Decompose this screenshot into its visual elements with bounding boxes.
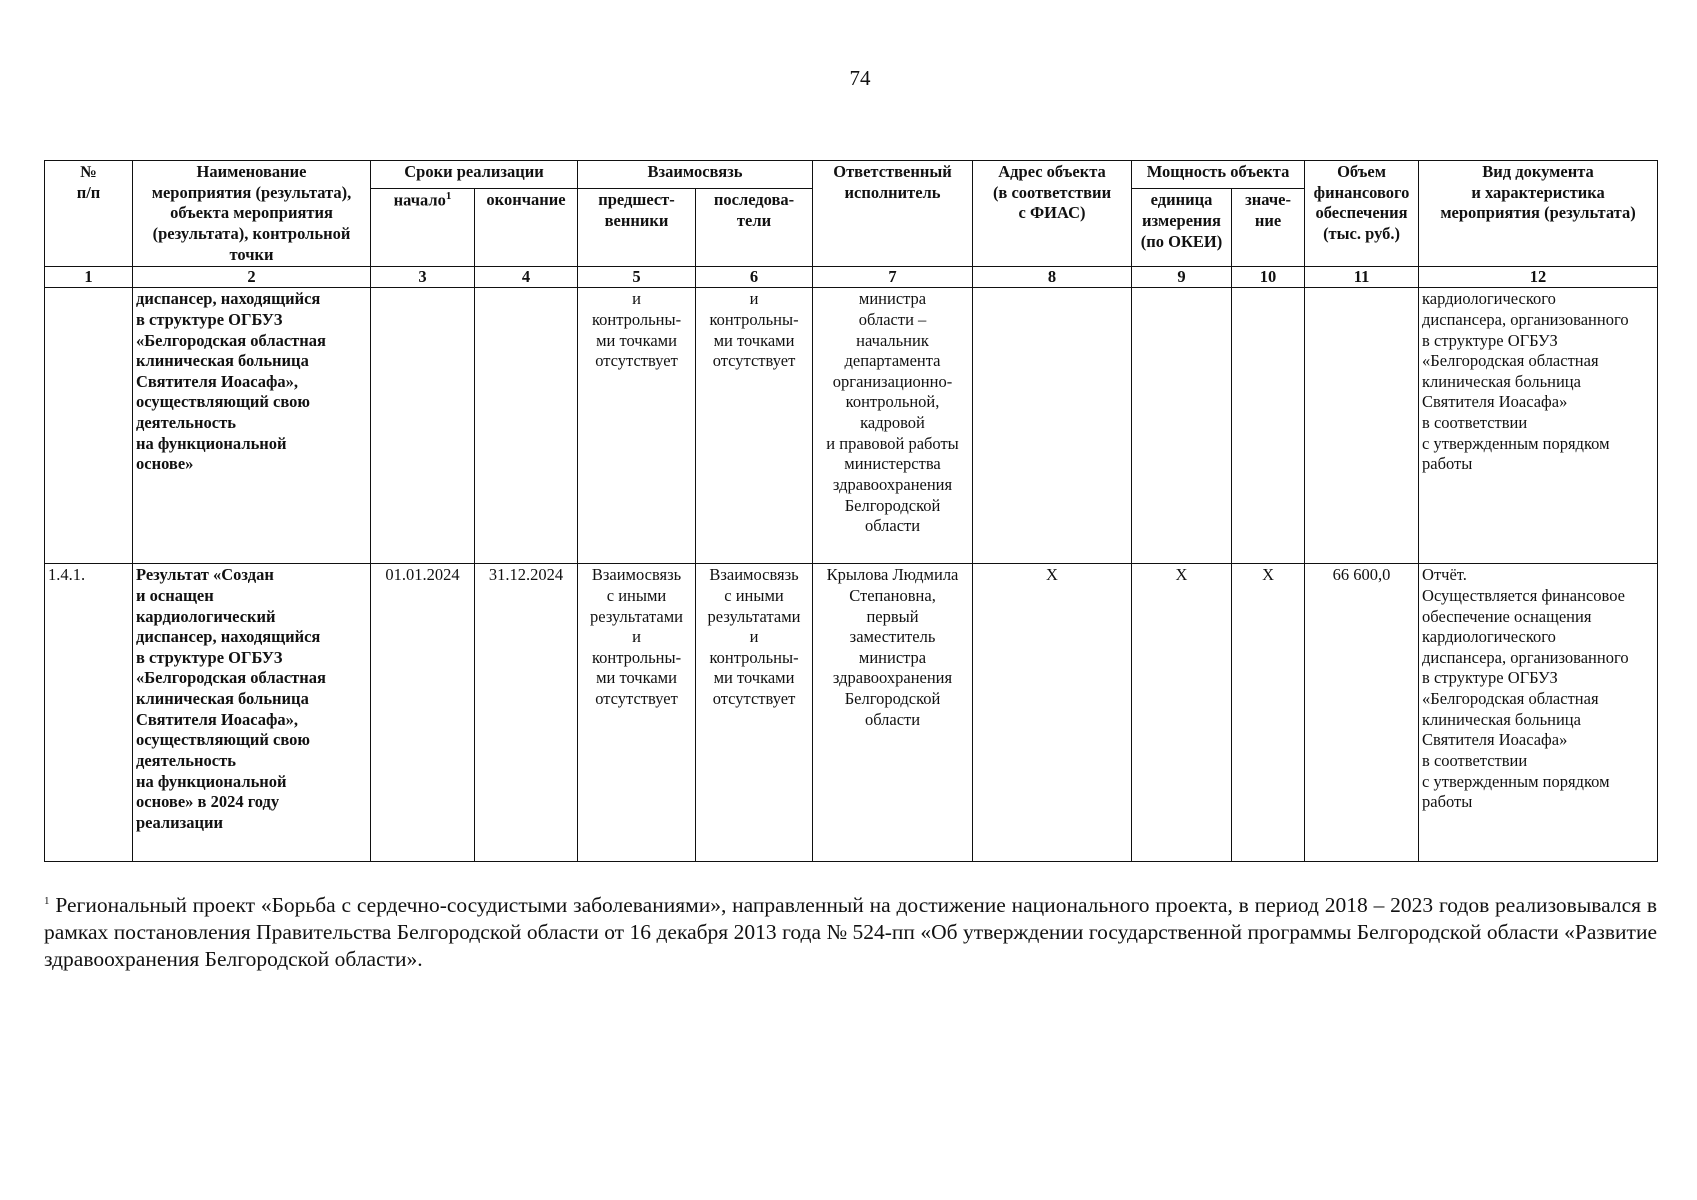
cell-responsible: министра области – начальник департамента организационно- контрольной, кадровой и правовой работы министерства здравоохранения Белгородской области xyxy=(813,288,973,564)
cell-no xyxy=(45,288,133,564)
cell-end: 31.12.2024 xyxy=(475,564,578,862)
cell-name: Результат «Создан и оснащен кардиологический диспансер, находящийся в структуре ОГБУЗ «Белгородская областная клиническая больница Святителя Иоасафа», осуществляющий свою деятельность на функциональной основе» в 2024 году реализации xyxy=(133,564,371,862)
cell-funding xyxy=(1305,288,1419,564)
cell-address xyxy=(973,288,1132,564)
cell-no: 1.4.1. xyxy=(45,564,133,862)
header-name: Наименование мероприятия (результата), объекта мероприятия (результата), контрольной точки xyxy=(133,161,371,267)
header-funding: Объем финансового обеспечения (тыс. руб.) xyxy=(1305,161,1419,267)
column-number: 8 xyxy=(973,267,1132,288)
cell-doc-type: кардиологического диспансера, организованного в структуре ОГБУЗ «Белгородская областная клиническая больница Святителя Иоасафа» в соответствии с утвержденным порядком работы xyxy=(1419,288,1658,564)
column-number-row xyxy=(45,267,1658,288)
header-start: начало$^1$ xyxy=(371,189,475,267)
cell-doc-type: Отчёт. Осуществляется финансовое обеспечение оснащения кардиологического диспансера, организованного в структуре ОГБУЗ «Белгородская областная клиническая больница Святителя Иоасафа» в соответствии с утвержденным порядком работы xyxy=(1419,564,1658,862)
column-number: 7 xyxy=(813,267,973,288)
cell-start: 01.01.2024 xyxy=(371,564,475,862)
header-successors: последова- тели xyxy=(696,189,813,267)
column-number: 12 xyxy=(1419,267,1658,288)
cell-successors: Взаимосвязь с иными результатами и контрольны- ми точками отсутствует xyxy=(696,564,813,862)
column-number: 2 xyxy=(133,267,371,288)
column-number: 5 xyxy=(578,267,696,288)
footnote-text: Региональный проект «Борьба с сердечно-сосудистыми заболеваниями», направленный на достижение национального проекта, в период 2018 – 2023 годов реализовывался в рамках постановления Правительства Белгородской области от 16 декабря 2013 года № 524-пп «Об утверждении государственной программы Белгородской области «Развитие здравоохранения Белгородской области». xyxy=(44,893,1658,971)
header-timing: Сроки реализации xyxy=(371,161,578,189)
footnote xyxy=(44,892,1657,973)
cell-end xyxy=(475,288,578,564)
page-number: 74 xyxy=(849,66,871,90)
header-address: Адрес объекта (в соответствии с ФИАС) xyxy=(973,161,1132,267)
header-unit: единица измерения (по ОКЕИ) xyxy=(1132,189,1232,267)
column-number: 3 xyxy=(371,267,475,288)
footnote-ref: 1 xyxy=(445,190,452,203)
header-responsible: Ответственный исполнитель xyxy=(813,161,973,267)
column-number: 9 xyxy=(1132,267,1232,288)
header-doc-type: Вид документа и характеристика мероприятия (результата) xyxy=(1419,161,1658,267)
cell-address: X xyxy=(973,564,1132,862)
header-row-1 xyxy=(45,161,1658,189)
cell-value: X xyxy=(1232,564,1305,862)
header-predecessors: предшест- венники xyxy=(578,189,696,267)
cell-predecessors: и контрольны- ми точками отсутствует xyxy=(578,288,696,564)
column-number: 4 xyxy=(475,267,578,288)
cell-value xyxy=(1232,288,1305,564)
cell-start xyxy=(371,288,475,564)
cell-responsible: Крылова Людмила Степановна, первый заместитель министра здравоохранения Белгородской области xyxy=(813,564,973,862)
footnote-marker: 1 xyxy=(44,894,50,907)
activities-table xyxy=(44,160,1658,862)
cell-funding: 66 600,0 xyxy=(1305,564,1419,862)
column-number: 1 xyxy=(45,267,133,288)
cell-unit: X xyxy=(1132,564,1232,862)
column-number: 6 xyxy=(696,267,813,288)
cell-predecessors: Взаимосвязь с иными результатами и контрольны- ми точками отсутствует xyxy=(578,564,696,862)
table-row xyxy=(45,288,1658,564)
cell-unit xyxy=(1132,288,1232,564)
header-relation: Взаимосвязь xyxy=(578,161,813,189)
header-end: окончание xyxy=(475,189,578,267)
cell-name: диспансер, находящийся в структуре ОГБУЗ «Белгородская областная клиническая больница Святителя Иоасафа», осуществляющий свою деятельность на функциональной основе» xyxy=(133,288,371,564)
header-no: № п/п xyxy=(45,161,133,267)
column-number: 11 xyxy=(1305,267,1419,288)
cell-successors: и контрольны- ми точками отсутствует xyxy=(696,288,813,564)
table-row xyxy=(45,564,1658,862)
column-number: 10 xyxy=(1232,267,1305,288)
header-capacity: Мощность объекта xyxy=(1132,161,1305,189)
header-value: значе- ние xyxy=(1232,189,1305,267)
